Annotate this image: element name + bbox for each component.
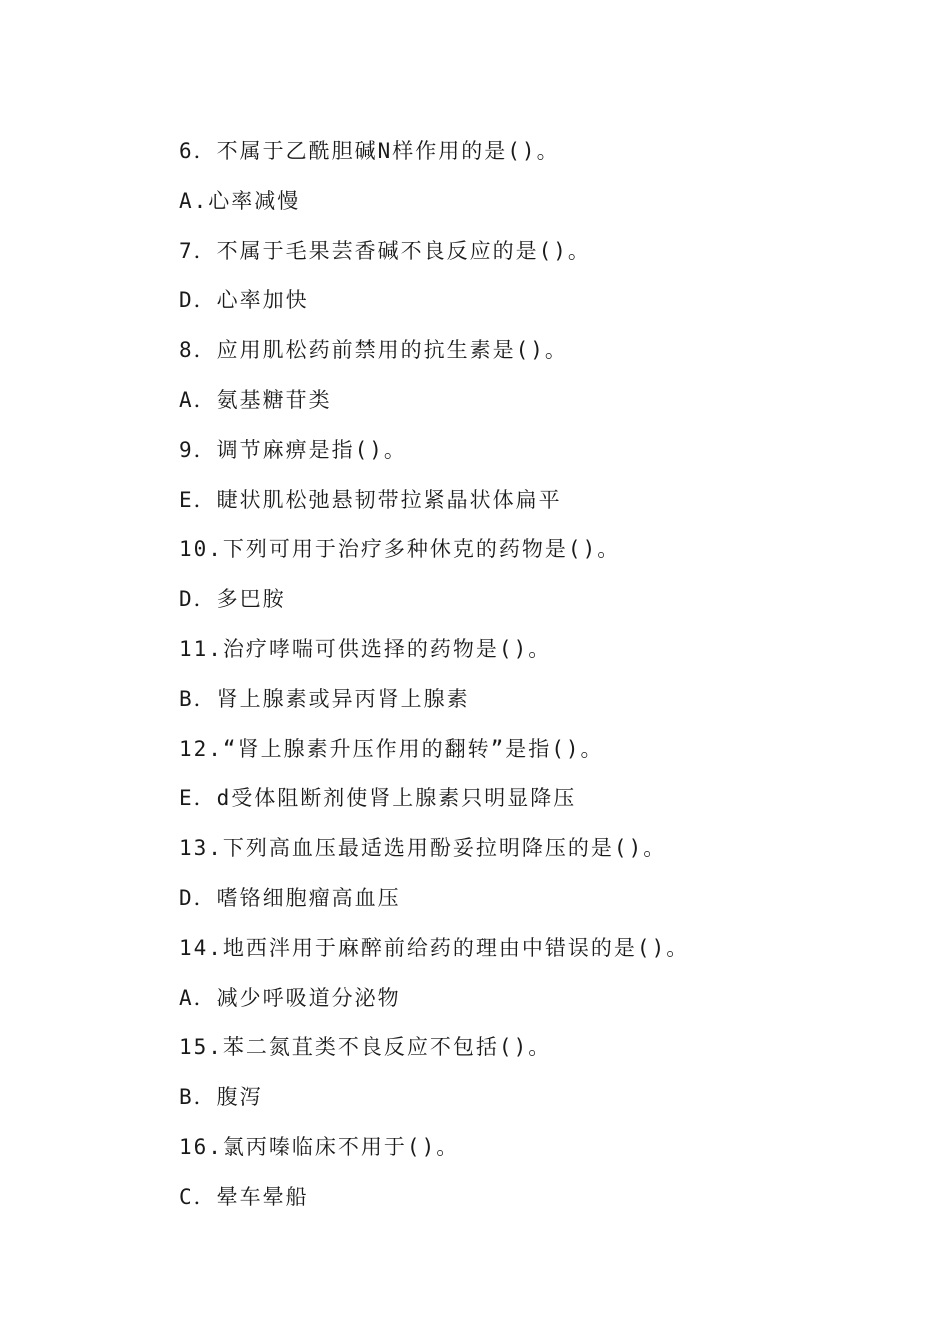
question-line: 16.氯丙嗪临床不用于()。 [179, 1134, 460, 1159]
question-line: 11.治疗哮喘可供选择的药物是()。 [179, 636, 552, 661]
answer-line: B．肾上腺素或异丙肾上腺素 [179, 686, 470, 711]
answer-line: A.心率减慢 [179, 188, 301, 213]
question-line: 14.地西泮用于麻醉前给药的理由中错误的是()。 [179, 935, 690, 960]
answer-line: B．腹泻 [179, 1085, 263, 1110]
answer-line: A．氨基糖苷类 [179, 387, 332, 412]
answer-line: E．d受体阻断剂使肾上腺素只明显降压 [179, 786, 577, 811]
question-line: 6．不属于乙酰胆碱N样作用的是()。 [179, 139, 560, 163]
question-line: 7．不属于毛果芸香碱不良反应的是()。 [179, 238, 591, 263]
answer-line: D．多巴胺 [179, 587, 286, 612]
question-line: 8．应用肌松药前禁用的抗生素是()。 [179, 338, 568, 363]
answer-line: C．晕车晕船 [179, 1184, 309, 1209]
question-list [179, 134, 899, 1230]
question-line: 9．调节麻痹是指()。 [179, 437, 407, 462]
question-line: 15.苯二氮苴类不良反应不包括()。 [179, 1035, 552, 1060]
question-line: 10.下列可用于治疗多种休克的药物是()。 [179, 537, 621, 562]
answer-line: E．睫状肌松弛悬韧带拉紧晶状体扁平 [179, 487, 562, 512]
question-line: 12.“肾上腺素升压作用的翻转”是指()。 [179, 736, 604, 761]
answer-line: A．减少呼吸道分泌物 [179, 985, 401, 1010]
answer-line: D．心率加快 [179, 288, 309, 313]
question-line: 13.下列高血压最适选用酚妥拉明降压的是()。 [179, 836, 667, 861]
answer-line: D．嗜铬细胞瘤高血压 [179, 885, 401, 910]
